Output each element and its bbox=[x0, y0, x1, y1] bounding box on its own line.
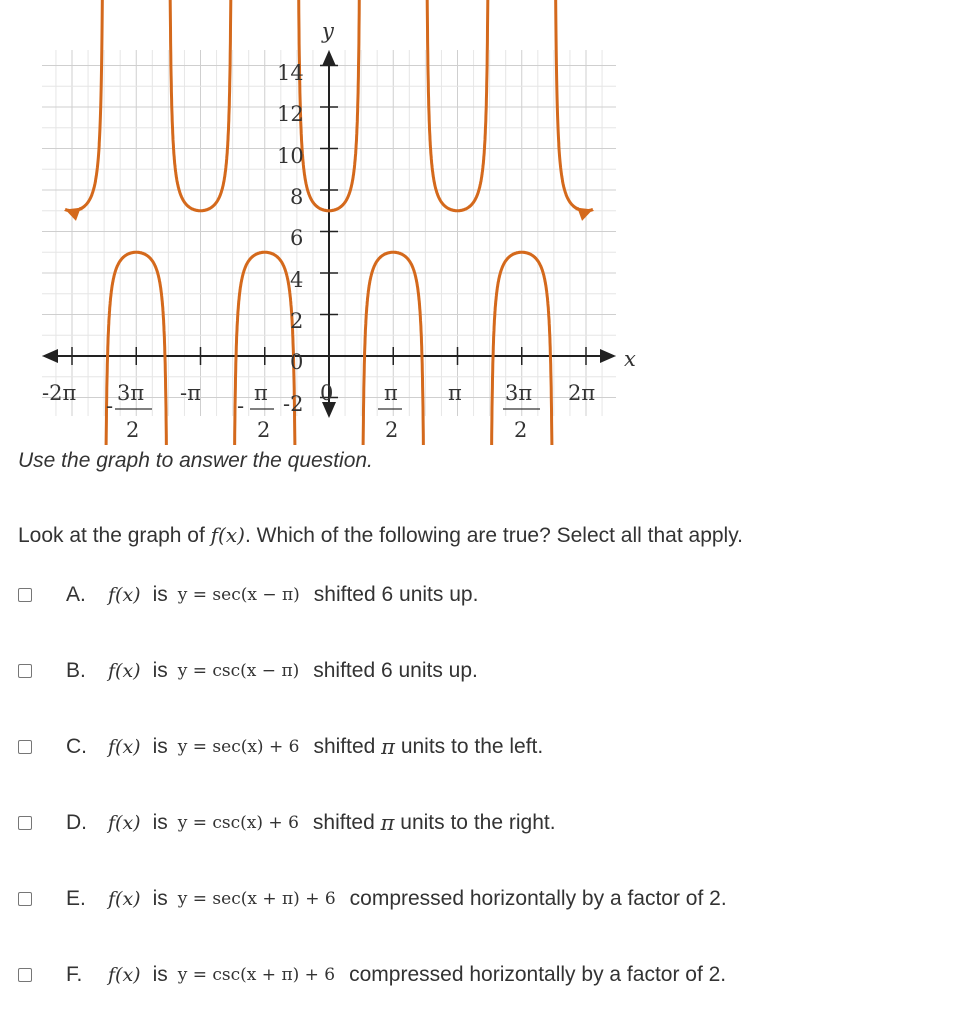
checkbox-a[interactable] bbox=[18, 588, 32, 602]
question-before: Look at the graph of bbox=[18, 524, 205, 547]
curve-arrowhead bbox=[65, 208, 81, 221]
choice-fx: f(x) bbox=[108, 888, 141, 910]
choice-description-pre: shifted bbox=[313, 735, 376, 758]
choice-pi: π bbox=[381, 735, 395, 759]
y-tick-8: 8 bbox=[290, 185, 304, 209]
choice-is: is bbox=[152, 811, 168, 834]
checkbox-e[interactable] bbox=[18, 892, 32, 906]
x-tick-neg-3pi2-den: 2 bbox=[126, 418, 140, 442]
x-tick-neg-pi2-num: π bbox=[254, 381, 268, 405]
choice-f[interactable] bbox=[18, 960, 726, 990]
choice-description-post: units to the right. bbox=[400, 811, 556, 834]
choice-is: is bbox=[152, 963, 168, 986]
choice-equation: y = csc(x − π) bbox=[177, 661, 300, 681]
x-axis-label: x bbox=[624, 347, 636, 371]
question-text bbox=[18, 523, 743, 548]
choice-pi: π bbox=[380, 811, 395, 835]
x-axis-arrow-left bbox=[42, 349, 58, 363]
x-tick-pi2-den: 2 bbox=[385, 418, 399, 442]
x-tick-neg-pi: -π bbox=[180, 381, 201, 405]
instruction-text: Use the graph to answer the question. bbox=[18, 449, 373, 472]
checkbox-f[interactable] bbox=[18, 968, 32, 982]
choice-a[interactable] bbox=[18, 580, 478, 610]
choice-description: shifted 6 units up. bbox=[313, 659, 478, 682]
axes bbox=[42, 50, 616, 418]
choice-equation: y = sec(x) + 6 bbox=[177, 737, 300, 757]
choice-fx: f(x) bbox=[108, 812, 141, 834]
curve-branch bbox=[65, 0, 104, 211]
checkbox-d[interactable] bbox=[18, 816, 32, 830]
choice-is: is bbox=[152, 583, 168, 606]
choice-is: is bbox=[152, 735, 168, 758]
y-axis-arrow-up bbox=[322, 50, 336, 66]
choice-description: shifted 6 units up. bbox=[313, 583, 479, 606]
question-after: . Which of the following are true? Select all that apply. bbox=[244, 524, 743, 547]
choice-fx: f(x) bbox=[108, 584, 141, 606]
choice-d[interactable] bbox=[18, 808, 556, 838]
checkbox-b[interactable] bbox=[18, 664, 32, 678]
choice-fx: f(x) bbox=[108, 736, 141, 758]
x-tick-neg-3pi2-minus: - bbox=[106, 394, 114, 418]
choice-letter: D. bbox=[66, 811, 87, 834]
x-tick-zero: 0 bbox=[320, 381, 334, 405]
choice-letter: E. bbox=[66, 887, 86, 910]
y-tick-4: 4 bbox=[290, 268, 304, 292]
y-tick-0: 0 bbox=[290, 350, 304, 374]
graph bbox=[0, 0, 640, 445]
y-tick-2: 2 bbox=[290, 309, 304, 333]
choice-fx: f(x) bbox=[108, 660, 141, 682]
curve-arrowhead bbox=[577, 208, 593, 221]
x-tick-3pi2-den: 2 bbox=[514, 418, 528, 442]
choice-description-pre: shifted bbox=[312, 811, 375, 834]
x-tick-neg-3pi2-num: 3π bbox=[117, 381, 145, 405]
y-tick-10: 10 bbox=[277, 144, 304, 168]
y-tick-14: 14 bbox=[277, 61, 304, 85]
x-axis-arrow-right bbox=[600, 349, 616, 363]
y-tick-12: 12 bbox=[277, 102, 304, 126]
choice-description-post: units to the left. bbox=[400, 735, 544, 758]
curve-branch bbox=[554, 0, 593, 211]
x-tick-neg-2pi: -2π bbox=[42, 381, 77, 405]
choice-b[interactable] bbox=[18, 656, 478, 686]
choice-equation: y = csc(x) + 6 bbox=[177, 813, 299, 833]
choice-description: compressed horizontally by a factor of 2. bbox=[349, 887, 727, 910]
x-tick-pi2-num: π bbox=[384, 381, 398, 405]
choice-is: is bbox=[152, 659, 168, 682]
choice-letter: C. bbox=[66, 735, 87, 758]
y-tick-neg2: -2 bbox=[283, 392, 304, 416]
choice-description: compressed horizontally by a factor of 2. bbox=[349, 963, 727, 986]
tick-labels bbox=[42, 19, 636, 442]
x-tick-2pi: 2π bbox=[568, 381, 596, 405]
x-tick-neg-pi2-minus: - bbox=[237, 394, 245, 418]
y-tick-6: 6 bbox=[290, 226, 304, 250]
x-tick-pi: π bbox=[448, 381, 462, 405]
choice-letter: A. bbox=[66, 583, 86, 606]
choice-is: is bbox=[152, 887, 168, 910]
checkbox-c[interactable] bbox=[18, 740, 32, 754]
x-tick-neg-pi2-den: 2 bbox=[257, 418, 271, 442]
question-fx: f(x) bbox=[210, 523, 245, 547]
choice-letter: B. bbox=[66, 659, 86, 682]
choice-e[interactable] bbox=[18, 884, 727, 914]
choice-equation: y = csc(x + π) + 6 bbox=[177, 965, 336, 985]
choice-letter: F. bbox=[66, 963, 83, 986]
choice-c[interactable] bbox=[18, 732, 543, 762]
choice-equation: y = sec(x − π) bbox=[177, 585, 300, 605]
choice-fx: f(x) bbox=[108, 964, 141, 986]
y-axis-label: y bbox=[322, 19, 334, 43]
choice-equation: y = sec(x + π) + 6 bbox=[177, 889, 336, 909]
x-tick-3pi2-num: 3π bbox=[505, 381, 533, 405]
